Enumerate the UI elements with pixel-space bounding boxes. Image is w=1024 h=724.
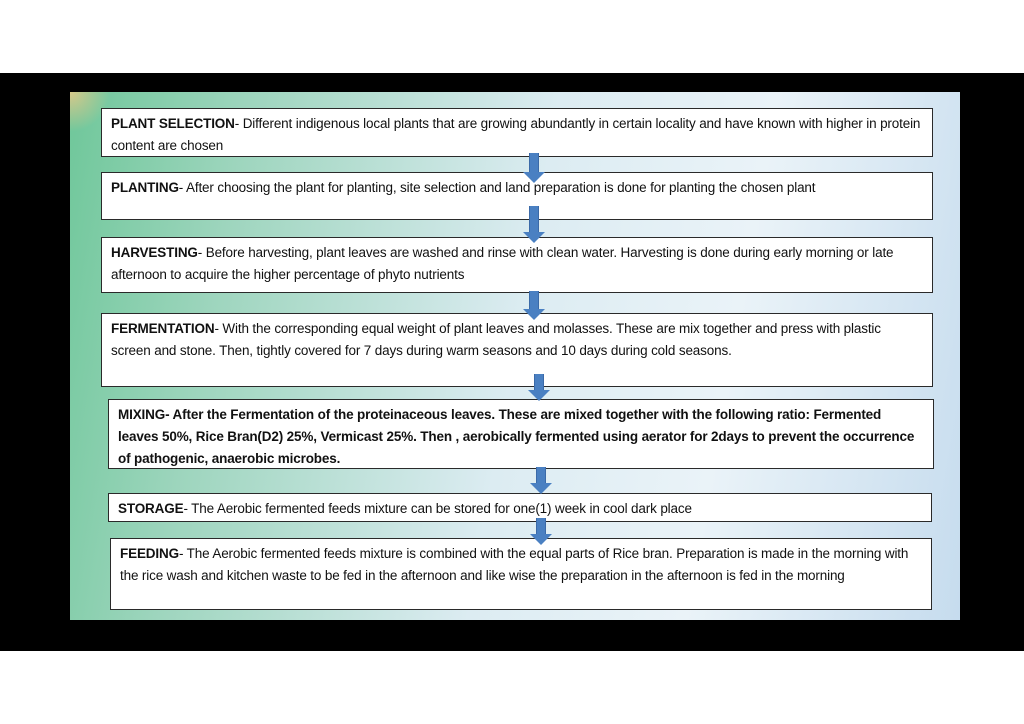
step-description: - After choosing the plant for planting, site selection and land preparation is done for planting the chosen plant	[178, 180, 816, 195]
down-arrow-icon	[533, 467, 549, 495]
step-description: - After the Fermentation of the proteinaceous leaves. These are mixed together with the following ratio: Fermented leaves 50%, Rice Bran(D2) 25%, Vermicast 25%. Then , aerobically fermented using aerator for 2days to prevent the occurrence of pathogenic, anaerobic microbes.	[118, 407, 915, 466]
down-arrow-icon	[526, 206, 542, 244]
step-harvesting	[101, 237, 933, 293]
down-arrow-icon	[526, 291, 542, 321]
step-feeding	[110, 538, 932, 610]
down-arrow-icon	[526, 153, 542, 183]
step-fermentation	[101, 313, 933, 387]
step-title: PLANT SELECTION	[111, 116, 235, 131]
step-description: - The Aerobic fermented feeds mixture can be stored for one(1) week in cool dark place	[183, 501, 692, 516]
step-title: PLANTING	[111, 180, 179, 195]
step-title: STORAGE	[118, 501, 184, 516]
step-description: - The Aerobic fermented feeds mixture is combined with the equal parts of Rice bran. Preparation is made in the morning with the rice wash and kitchen waste to be fed in the afternoon and like wise the preparation in the afternoon is fed in the morning	[120, 546, 909, 583]
down-arrow-icon	[531, 374, 547, 402]
step-mixing	[108, 399, 934, 469]
step-plant-selection	[101, 108, 933, 157]
step-title: HARVESTING	[111, 245, 198, 260]
down-arrow-icon	[533, 518, 549, 546]
step-description: - Different indigenous local plants that are growing abundantly in certain locality and have known with higher in protein content are chosen	[111, 116, 921, 153]
step-title: FEEDING	[120, 546, 179, 561]
step-title: MIXING	[118, 407, 166, 422]
step-planting	[101, 172, 933, 220]
step-storage	[108, 493, 932, 522]
step-title: FERMENTATION	[111, 321, 215, 336]
step-description: - Before harvesting, plant leaves are washed and rinse with clean water. Harvesting is done during early morning or late afternoon to acquire the higher percentage of phyto nutrients	[111, 245, 894, 282]
step-description: - With the corresponding equal weight of plant leaves and molasses. These are mix together and press with plastic screen and stone. Then, tightly covered for 7 days during warm seasons and 10 days during cold seasons.	[111, 321, 881, 358]
